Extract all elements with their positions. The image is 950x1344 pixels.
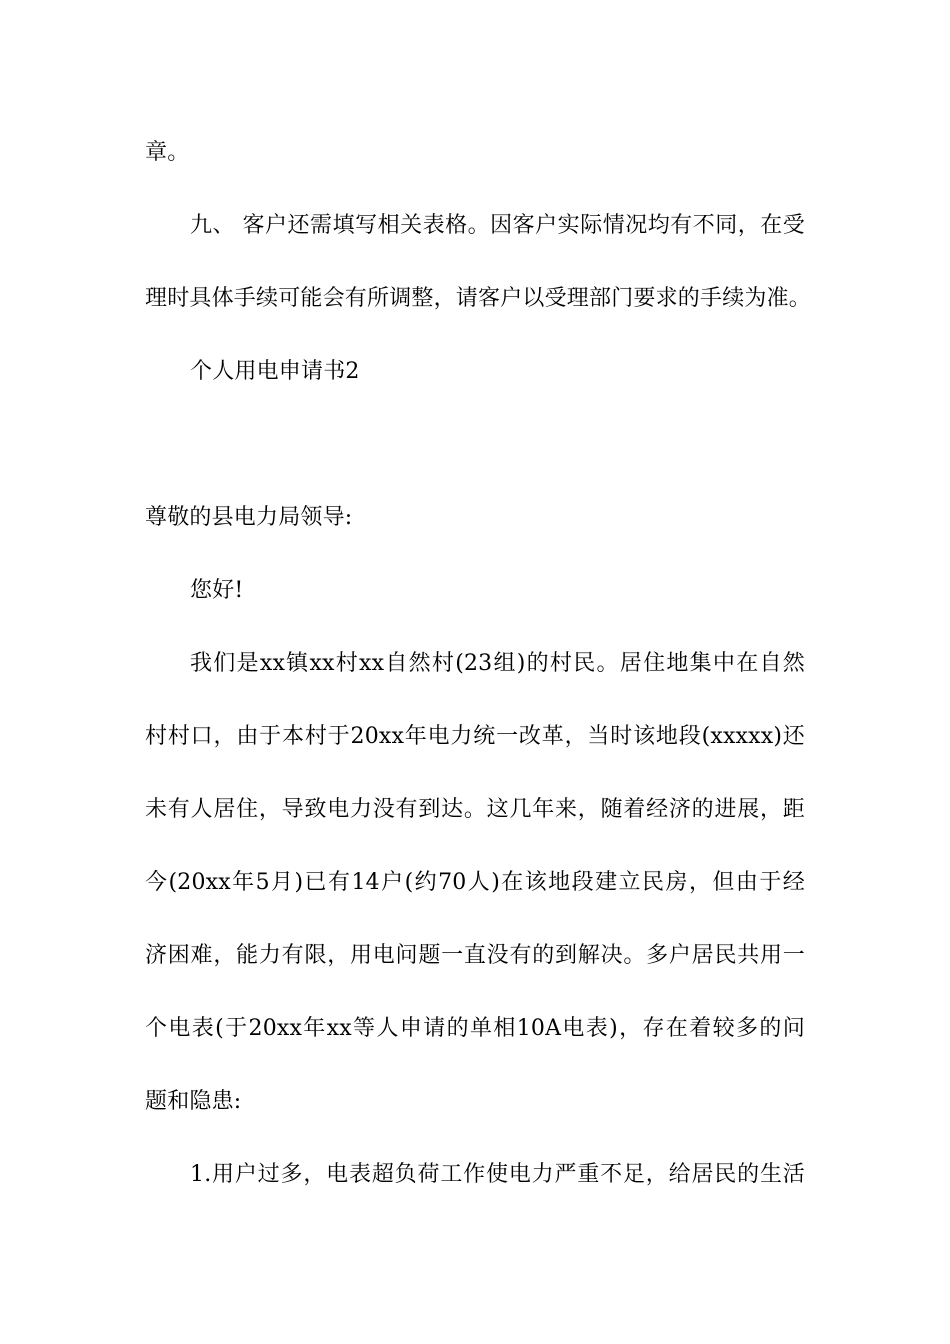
paragraph-line: 我们是xx镇xx村xx自然村(23组)的村民。居住地集中在自然 xyxy=(190,651,805,676)
salutation: 尊敬的县电力局领导: xyxy=(145,505,353,530)
paragraph-line: 济困难，能力有限，用电问题一直没有的到解决。多户居民共用一 xyxy=(145,943,805,968)
greeting: 您好! xyxy=(190,578,244,603)
paragraph-line: 理时具体手续可能会有所调整，请客户以受理部门要求的手续为准。 xyxy=(145,286,812,311)
paragraph-line: 未有人居住，导致电力没有到达。这几年来，随着经济的进展，距 xyxy=(145,797,805,822)
paragraph-line-item-nine: 九、 客户还需填写相关表格。因客户实际情况均有不同，在受 xyxy=(190,213,805,238)
section-title: 个人用电申请书2 xyxy=(190,359,360,384)
paragraph-line: 题和隐患: xyxy=(145,1089,242,1114)
paragraph-line: 个电表(于20xx年xx等人申请的单相10A电表)，存在着较多的问 xyxy=(145,1016,805,1041)
list-item-line: 1.用户过多，电表超负荷工作使电力严重不足，给居民的生活 xyxy=(190,1162,805,1187)
paragraph-line: 今(20xx年5月)已有14户(约70人)在该地段建立民房，但由于经 xyxy=(145,870,805,895)
paragraph-line-continuation: 章。 xyxy=(145,140,190,165)
paragraph-line: 村村口，由于本村于20xx年电力统一改革，当时该地段(xxxxx)还 xyxy=(145,724,805,749)
